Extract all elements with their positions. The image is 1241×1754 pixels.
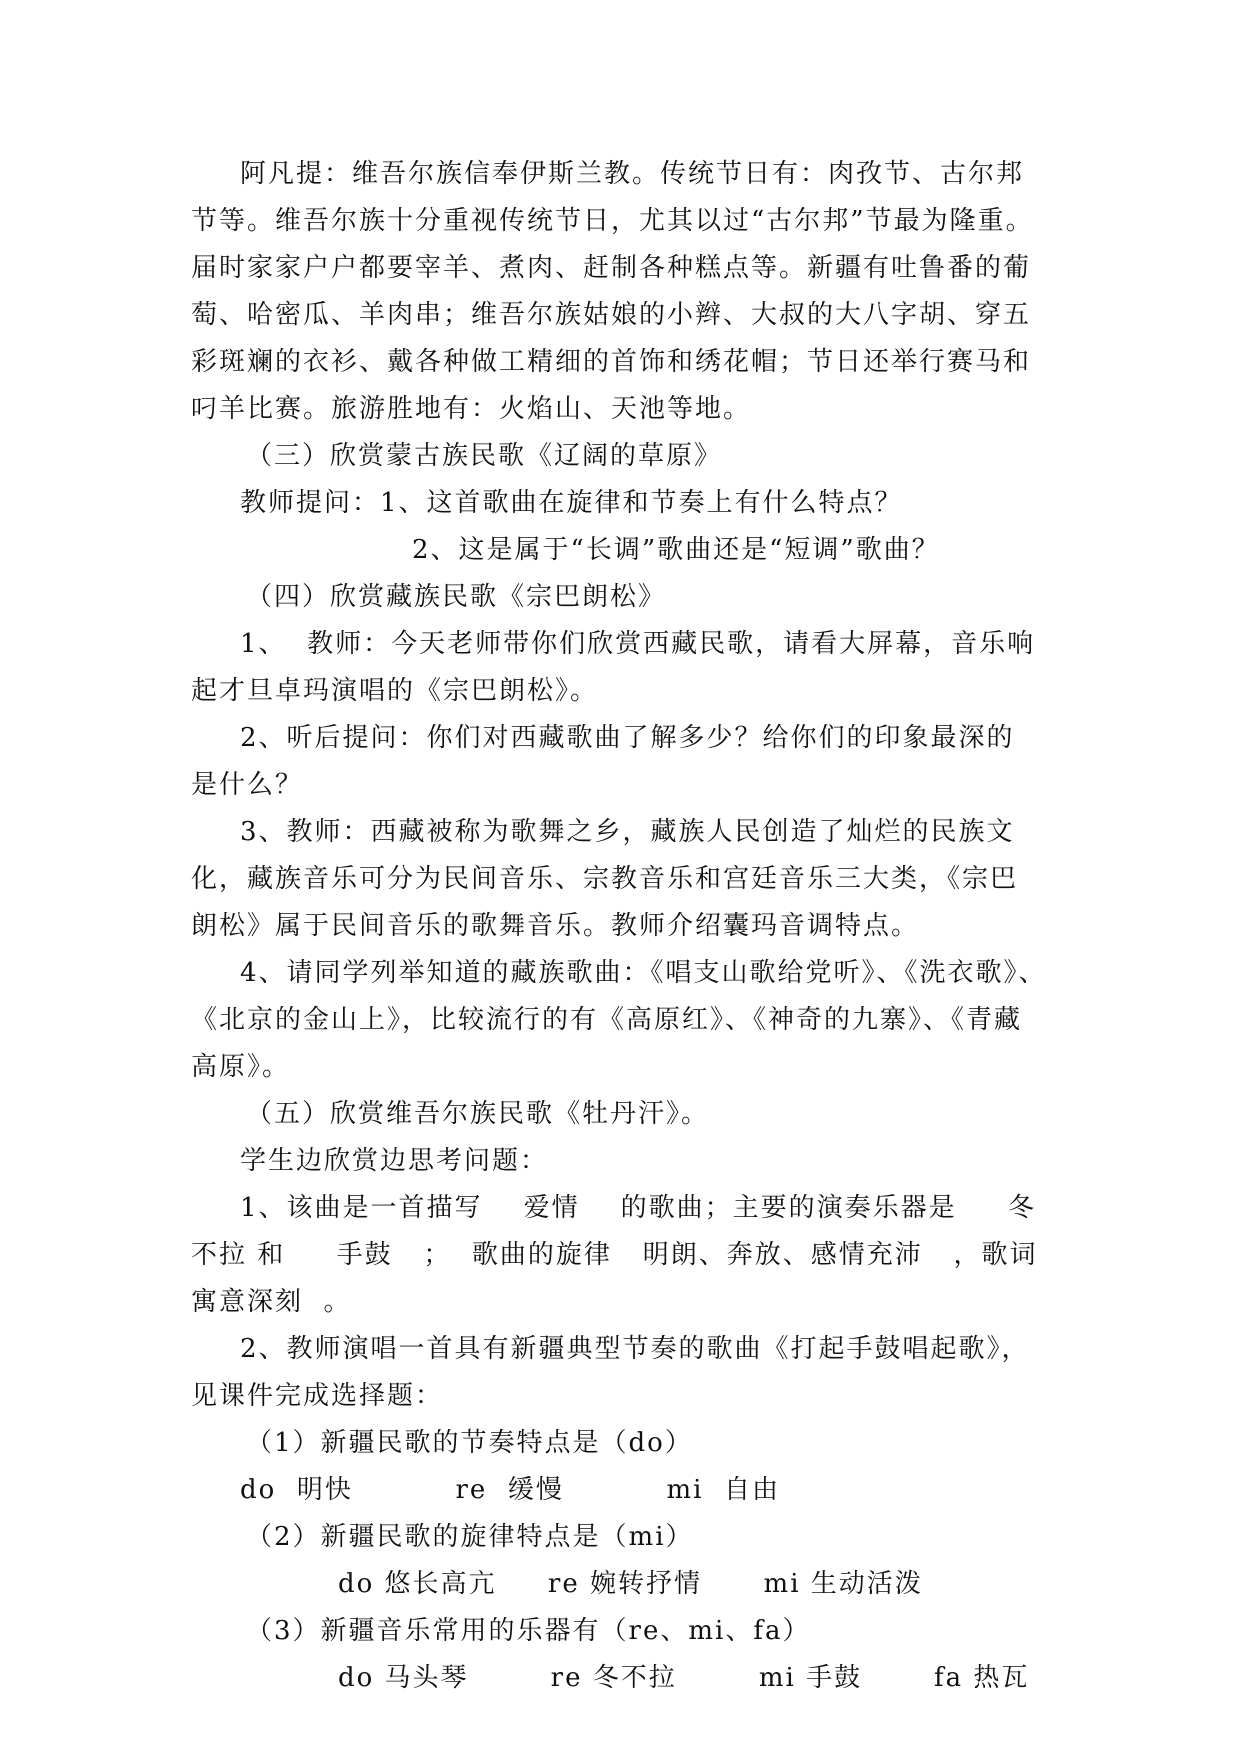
paragraph-line: 化，藏族音乐可分为民间音乐、宗教音乐和宫廷音乐三大类，《宗巴 [191, 864, 1019, 894]
question-line: 2、这是属于“长调”歌曲还是“短调”歌曲？ [412, 535, 940, 565]
choice-question: （1）新疆民歌的节奏特点是（do） [246, 1428, 693, 1458]
section-heading: （四）欣赏藏族民歌《宗巴朗松》 [246, 582, 667, 612]
paragraph-line: 起才旦卓玛演唱的《宗巴朗松》。 [191, 676, 599, 706]
paragraph-line: 2、听后提问：你们对西藏歌曲了解多少？给你们的印象最深的 [240, 723, 1015, 753]
paragraph-line: 彩斑斓的衣衫、戴各种做工精细的首饰和绣花帽；节日还举行赛马和 [191, 347, 1032, 377]
paragraph-line: 1、 教师：今天老师带你们欣赏西藏民歌，请看大屏幕，音乐响 [240, 629, 1036, 659]
paragraph-line: 届时家家户户都要宰羊、煮肉、赶制各种糕点等。新疆有吐鲁番的葡 [191, 253, 1032, 283]
choice-options: do 明快 re 缓慢 mi 自由 [240, 1475, 780, 1505]
paragraph-line: 3、教师：西藏被称为歌舞之乡，藏族人民创造了灿烂的民族文 [240, 817, 1015, 847]
paragraph-line: 阿凡提：维吾尔族信奉伊斯兰教。传统节日有：肉孜节、古尔邦 [240, 159, 1025, 189]
paragraph-line: 萄、哈密瓜、羊肉串；维吾尔族姑娘的小辫、大叔的大八字胡、穿五 [191, 300, 1032, 330]
paragraph-line: 《北京的金山上》，比较流行的有《高原红》、《神奇的九寨》、《青藏 [191, 1005, 1023, 1035]
paragraph-line: 节等。维吾尔族十分重视传统节日，尤其以过“古尔邦”节最为隆重。 [191, 206, 1034, 236]
paragraph-line: 不拉 和 手鼓 ； 歌曲的旋律 明朗、奔放、感情充沛 ，歌词 [191, 1240, 1038, 1270]
paragraph-line: 1、该曲是一首描写 爱情 的歌曲；主要的演奏乐器是 冬 [240, 1193, 1036, 1223]
paragraph-line: 2、教师演唱一首具有新疆典型节奏的歌曲《打起手鼓唱起歌》， [240, 1334, 1030, 1364]
choice-options: do 悠长高亢 re 婉转抒情 mi 生动活泼 [338, 1569, 923, 1599]
paragraph-line: 高原》。 [191, 1052, 291, 1082]
paragraph-line: 叼羊比赛。旅游胜地有：火焰山、天池等地。 [191, 394, 752, 424]
paragraph-line: 学生边欣赏边思考问题： [240, 1146, 549, 1176]
choice-question: （3）新疆音乐常用的乐器有（re、mi、fa） [246, 1616, 811, 1646]
choice-question: （2）新疆民歌的旋律特点是（mi） [246, 1522, 694, 1552]
paragraph-line: 寓意深刻 。 [191, 1287, 352, 1317]
question-line: 教师提问：1、这首歌曲在旋律和节奏上有什么特点？ [240, 488, 903, 518]
section-heading: （三）欣赏蒙古族民歌《辽阔的草原》 [246, 441, 723, 471]
choice-options: do 马头琴 re 冬不拉 mi 手鼓 fa 热瓦 [338, 1663, 1030, 1693]
paragraph-line: 朗松》属于民间音乐的歌舞音乐。教师介绍囊玛音调特点。 [191, 911, 920, 941]
section-heading: （五）欣赏维吾尔族民歌《牡丹汗》。 [246, 1099, 710, 1129]
paragraph-line: 是什么？ [191, 770, 304, 800]
paragraph-line: 见课件完成选择题： [191, 1381, 444, 1411]
paragraph-line: 4、请同学列举知道的藏族歌曲：《唱支山歌给党听》、《洗衣歌》、 [240, 958, 1047, 988]
